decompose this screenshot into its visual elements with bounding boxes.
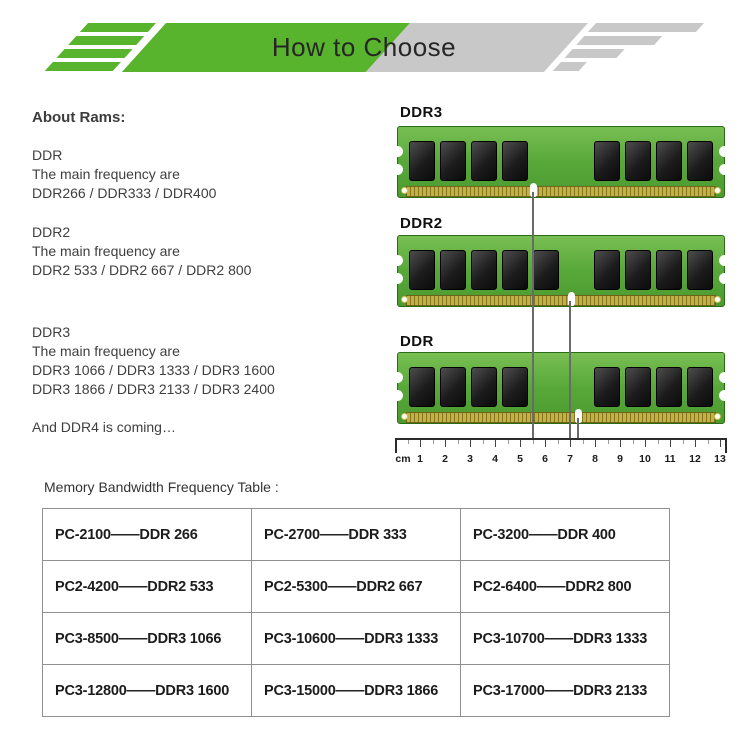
banner-green-stripe <box>80 23 156 32</box>
gold-contact-strip <box>406 412 716 423</box>
mounting-hole-right <box>714 187 721 194</box>
memory-chip <box>656 367 682 407</box>
ruler-end-tick <box>395 440 397 453</box>
ddr2-section-line: The main frequency are <box>32 243 180 259</box>
ddr-section <box>32 146 216 203</box>
ruler-half-tick <box>533 440 534 444</box>
gold-contact-strip <box>406 186 716 197</box>
edge-notch <box>719 372 730 383</box>
mounting-hole-left <box>401 187 408 194</box>
ruler-half-tick <box>633 440 634 444</box>
edge-notch <box>392 255 403 266</box>
ruler-number-label: 8 <box>592 453 598 465</box>
ruler-cm-tick <box>670 440 671 447</box>
ruler-cm-tick <box>520 440 521 447</box>
table-cell: PC2-4200——DDR2 533 <box>43 561 252 613</box>
ddr3-section-title: DDR3 <box>32 324 71 340</box>
ddr-section-title: DDR <box>32 147 63 163</box>
ruler-cm-tick <box>695 440 696 447</box>
memory-chip <box>502 141 528 181</box>
table-cell: PC3-8500——DDR3 1066 <box>43 613 252 665</box>
table-cell: PC3-17000——DDR3 2133 <box>461 665 670 717</box>
ddr2-ram-module-image <box>397 235 725 307</box>
notch-indicator-line <box>569 301 571 438</box>
ruler-cm-tick <box>445 440 446 447</box>
ruler-cm-tick <box>470 440 471 447</box>
table-cell: PC3-10700——DDR3 1333 <box>461 613 670 665</box>
memory-chip <box>409 367 435 407</box>
memory-chip <box>687 367 713 407</box>
ruler-number-label: 13 <box>714 453 726 465</box>
ruler-number-label: 9 <box>617 453 623 465</box>
memory-chip <box>687 141 713 181</box>
ddr-section-line: The main frequency are <box>32 166 180 182</box>
ruler-half-tick <box>508 440 509 444</box>
ruler-cm-tick <box>420 440 421 447</box>
banner-title: How to Choose <box>271 32 457 62</box>
ruler-half-tick <box>483 440 484 444</box>
edge-notch <box>392 146 403 157</box>
memory-chip <box>471 141 497 181</box>
ddr3-section-line: DDR3 1066 / DDR3 1333 / DDR3 1600 <box>32 362 275 378</box>
ruler-half-tick <box>558 440 559 444</box>
cm-ruler <box>395 438 727 468</box>
table-cell: PC-3200——DDR 400 <box>461 509 670 561</box>
banner-gray-stripe <box>553 62 587 71</box>
ddr-section-line: DDR266 / DDR333 / DDR400 <box>32 185 217 201</box>
gold-contact-strip <box>406 295 716 306</box>
ddr3-section-line: DDR3 1866 / DDR3 2133 / DDR3 2400 <box>32 381 275 397</box>
ruler-cm-tick <box>570 440 571 447</box>
memory-chip <box>625 250 651 290</box>
ruler-half-tick <box>708 440 709 444</box>
ruler-number-label: 5 <box>517 453 523 465</box>
edge-notch <box>392 372 403 383</box>
memory-chip <box>533 250 559 290</box>
edge-notch <box>719 164 730 175</box>
edge-notch <box>719 255 730 266</box>
ruler-number-label: 4 <box>492 453 498 465</box>
ruler-number-label: 11 <box>664 453 676 465</box>
banner-green-stripe <box>45 62 121 71</box>
memory-chip <box>656 141 682 181</box>
table-cell: PC-2700——DDR 333 <box>252 509 461 561</box>
ruler-cm-tick <box>620 440 621 447</box>
how-to-choose-banner <box>0 23 750 72</box>
table-row <box>43 665 670 717</box>
ruler-half-tick <box>433 440 434 444</box>
ddr4-note: And DDR4 is coming… <box>32 419 176 435</box>
table-cell: PC3-15000——DDR3 1866 <box>252 665 461 717</box>
ruler-cm-tick <box>595 440 596 447</box>
memory-chip <box>502 250 528 290</box>
ddr2-section <box>32 223 251 280</box>
table-row <box>43 509 670 561</box>
ruler-number-label: 3 <box>467 453 473 465</box>
memory-bandwidth-table <box>42 508 670 717</box>
notch-indicator-line <box>577 418 579 438</box>
edge-notch <box>392 273 403 284</box>
ddr3-ram-module-image <box>397 126 725 198</box>
memory-chip <box>625 367 651 407</box>
ddr3-section <box>32 323 275 399</box>
mounting-hole-right <box>714 413 721 420</box>
ddr2-section-title: DDR2 <box>32 224 71 240</box>
table-row <box>43 613 670 665</box>
ruler-half-tick <box>683 440 684 444</box>
ddr2-section-line: DDR2 533 / DDR2 667 / DDR2 800 <box>32 262 252 278</box>
memory-chip <box>594 367 620 407</box>
ddr-module-label: DDR <box>400 333 434 350</box>
ruler-number-label: 2 <box>442 453 448 465</box>
memory-chip <box>440 367 466 407</box>
table-cell: PC2-6400——DDR2 800 <box>461 561 670 613</box>
ddr3-module-label: DDR3 <box>400 104 443 121</box>
ruler-cm-tick <box>645 440 646 447</box>
memory-chip <box>471 367 497 407</box>
memory-chip <box>471 250 497 290</box>
edge-notch <box>392 390 403 401</box>
ruler-cm-tick <box>545 440 546 447</box>
ruler-number-label: 12 <box>689 453 701 465</box>
ruler-cm-tick <box>720 440 721 447</box>
ruler-number-label: 1 <box>417 453 423 465</box>
table-cell: PC3-12800——DDR3 1600 <box>43 665 252 717</box>
edge-notch <box>719 146 730 157</box>
memory-chip <box>440 250 466 290</box>
memory-chip <box>440 141 466 181</box>
banner-green-stripe <box>56 49 132 58</box>
ruler-end-tick <box>725 440 727 453</box>
memory-chip <box>502 367 528 407</box>
ruler-half-tick <box>608 440 609 444</box>
ddr-ram-module-image <box>397 352 725 424</box>
ruler-half-tick <box>458 440 459 444</box>
table-cell: PC-2100——DDR 266 <box>43 509 252 561</box>
table-row <box>43 561 670 613</box>
ruler-half-tick <box>408 440 409 444</box>
about-rams-heading: About Rams: <box>32 109 126 126</box>
ruler-unit-label: cm <box>395 453 411 465</box>
memory-chip <box>687 250 713 290</box>
banner-gray-stripe <box>588 23 704 32</box>
memory-chip <box>409 250 435 290</box>
ruler-number-label: 7 <box>567 453 573 465</box>
memory-chip <box>594 141 620 181</box>
banner-gray-stripe <box>576 36 662 45</box>
ruler-number-label: 10 <box>639 453 651 465</box>
table-cell: PC2-5300——DDR2 667 <box>252 561 461 613</box>
table-cell: PC3-10600——DDR3 1333 <box>252 613 461 665</box>
memory-chip <box>625 141 651 181</box>
memory-chip <box>656 250 682 290</box>
edge-notch <box>392 164 403 175</box>
ruler-number-label: 6 <box>542 453 548 465</box>
edge-notch <box>719 390 730 401</box>
ruler-half-tick <box>583 440 584 444</box>
frequency-table-title: Memory Bandwidth Frequency Table : <box>44 479 279 495</box>
memory-chip <box>409 141 435 181</box>
notch-indicator-line <box>532 192 534 438</box>
ruler-cm-tick <box>495 440 496 447</box>
banner-green-stripe <box>68 36 144 45</box>
memory-chip <box>594 250 620 290</box>
banner-gray-stripe <box>564 49 624 58</box>
mounting-hole-left <box>401 296 408 303</box>
mounting-hole-left <box>401 413 408 420</box>
edge-notch <box>719 273 730 284</box>
ddr2-module-label: DDR2 <box>400 215 443 232</box>
ddr3-section-line: The main frequency are <box>32 343 180 359</box>
ruler-half-tick <box>658 440 659 444</box>
mounting-hole-right <box>714 296 721 303</box>
